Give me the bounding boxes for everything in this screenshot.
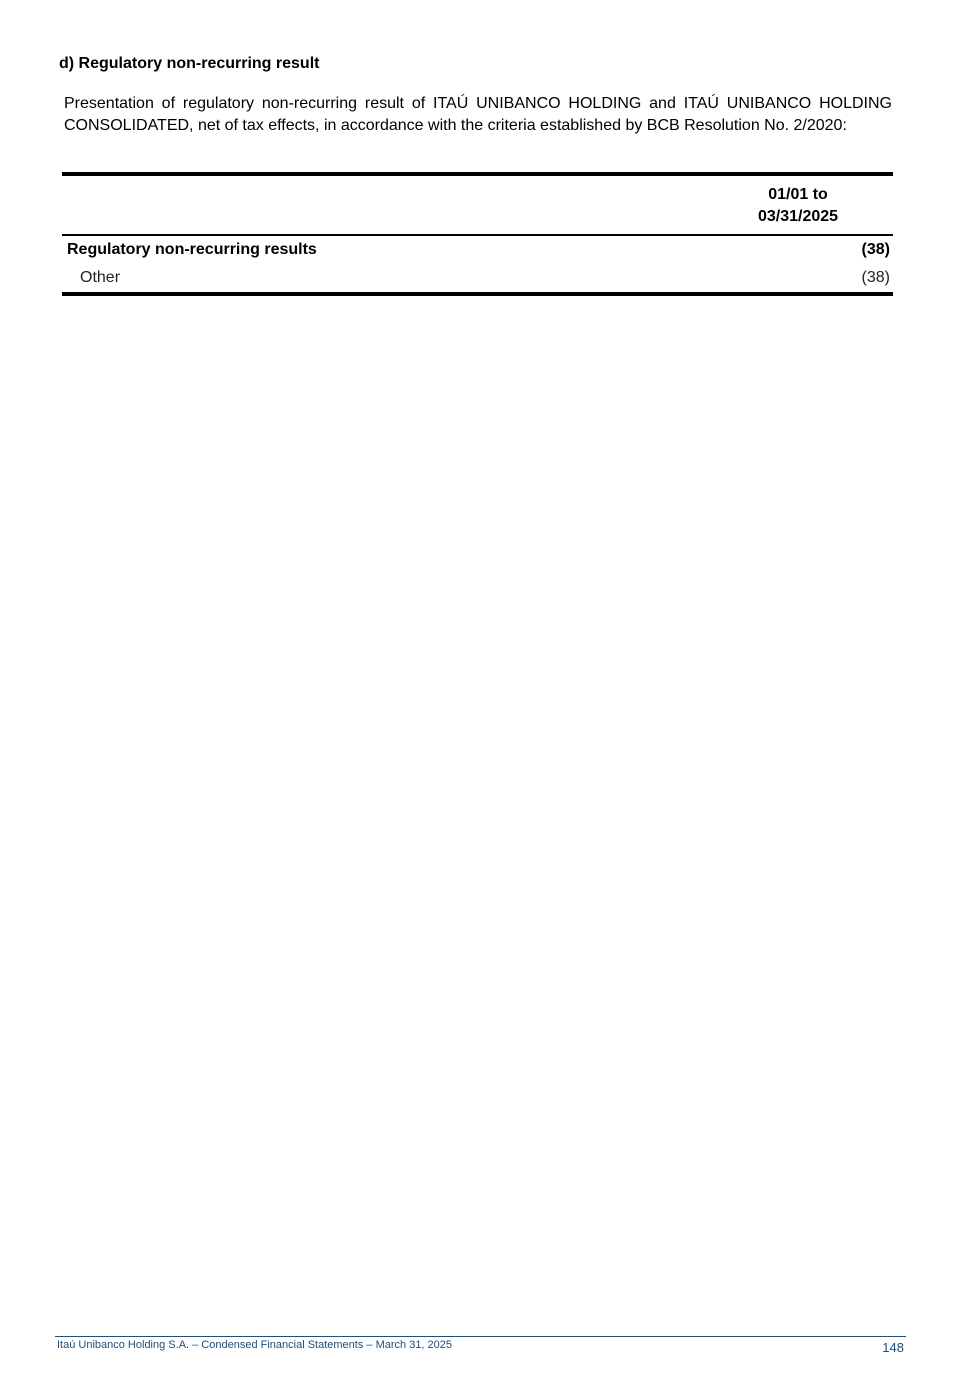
section-heading: d) Regulatory non-recurring result <box>59 55 320 72</box>
period-column-header <box>728 174 893 235</box>
table-header-blank <box>62 174 728 235</box>
table-header-row <box>62 174 893 235</box>
row-label: Other <box>62 264 728 294</box>
results-table <box>62 172 893 296</box>
page-number: 148 <box>882 1340 904 1355</box>
period-header-line2: 03/31/2025 <box>757 208 839 225</box>
footer-text: Itaú Unibanco Holding S.A. – Condensed Financial Statements – March 31, 2025 <box>57 1339 453 1351</box>
table-row-other <box>62 264 893 294</box>
intro-paragraph: Presentation of regulatory non-recurring result of ITAÚ UNIBANCO HOLDING and ITAÚ UNIBANCO HOLDING CONSOLIDATED, net of tax effects, in accordance with the criteria established by BCB Resolution No. 2/2020: <box>64 95 892 134</box>
row-label: Regulatory non-recurring results <box>67 241 317 258</box>
footer-divider <box>55 1336 906 1337</box>
period-header-line1: 01/01 to <box>768 186 828 203</box>
table-row-total <box>62 235 893 264</box>
row-value: (38) <box>861 241 890 258</box>
row-value: (38) <box>728 264 893 294</box>
